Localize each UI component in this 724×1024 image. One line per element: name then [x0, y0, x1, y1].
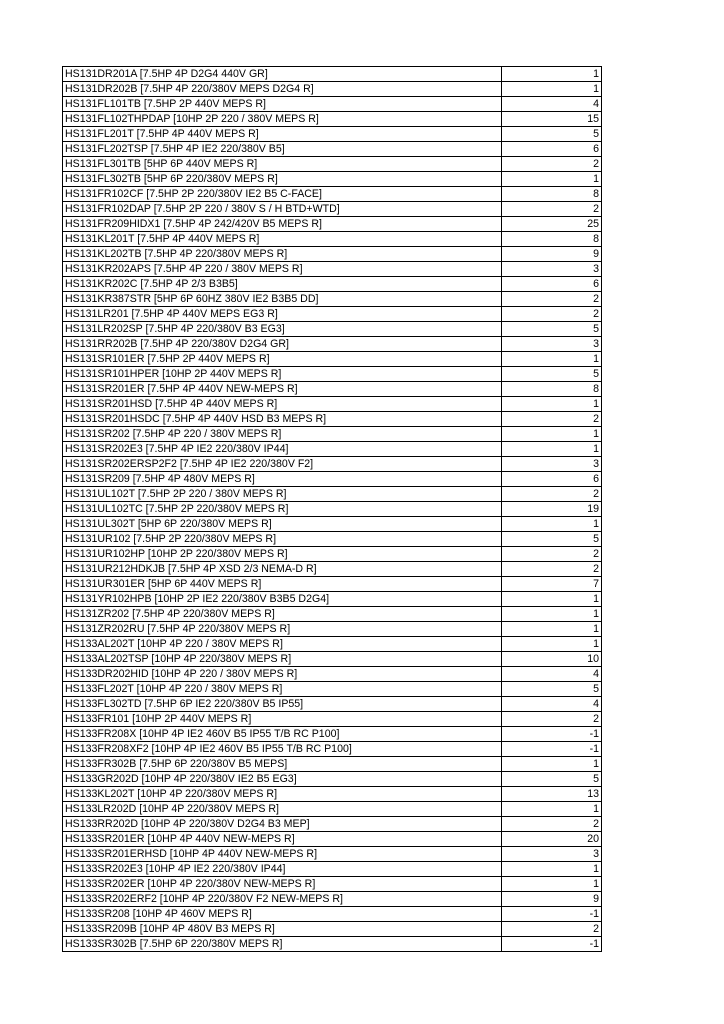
item-quantity-cell: 2: [502, 922, 602, 937]
item-quantity-cell: 8: [502, 232, 602, 247]
item-description-cell: HS131ZR202 [7.5HP 4P 220/380V MEPS R]: [63, 607, 502, 622]
table-row: [63, 412, 602, 427]
item-quantity-cell: 1: [502, 607, 602, 622]
table-row: [63, 352, 602, 367]
item-quantity-cell: 1: [502, 592, 602, 607]
table-row: [63, 532, 602, 547]
table-row: [63, 592, 602, 607]
item-quantity-cell: 1: [502, 442, 602, 457]
item-quantity-cell: 20: [502, 832, 602, 847]
table-row: [63, 292, 602, 307]
item-description-cell: HS131FR102DAP [7.5HP 2P 220 / 380V S / H BTD+WTD]: [63, 202, 502, 217]
item-quantity-cell: 3: [502, 457, 602, 472]
item-description-cell: HS131FL302TB [5HP 6P 220/380V MEPS R]: [63, 172, 502, 187]
table-row: [63, 82, 602, 97]
item-description-cell: HS133AL202T [10HP 4P 220 / 380V MEPS R]: [63, 637, 502, 652]
item-quantity-cell: 13: [502, 787, 602, 802]
item-description-cell: HS131FL202TSP [7.5HP 4P IE2 220/380V B5]: [63, 142, 502, 157]
table-row: [63, 502, 602, 517]
item-description-cell: HS131SR101HPER [10HP 2P 440V MEPS R]: [63, 367, 502, 382]
table-row: [63, 652, 602, 667]
table-row: [63, 337, 602, 352]
item-quantity-cell: 2: [502, 562, 602, 577]
item-description-cell: HS131UL302T [5HP 6P 220/380V MEPS R]: [63, 517, 502, 532]
inventory-table-body: [63, 67, 602, 952]
item-description-cell: HS131FL102THPDAP [10HP 2P 220 / 380V MEPS R]: [63, 112, 502, 127]
table-row: [63, 757, 602, 772]
item-description-cell: HS133SR201ER [10HP 4P 440V NEW-MEPS R]: [63, 832, 502, 847]
item-quantity-cell: 15: [502, 112, 602, 127]
item-description-cell: HS133FL302TD [7.5HP 6P IE2 220/380V B5 IP55]: [63, 697, 502, 712]
item-quantity-cell: 1: [502, 622, 602, 637]
item-quantity-cell: 7: [502, 577, 602, 592]
item-quantity-cell: 6: [502, 472, 602, 487]
table-row: [63, 232, 602, 247]
item-quantity-cell: 3: [502, 847, 602, 862]
item-description-cell: HS133FR302B [7.5HP 6P 220/380V B5 MEPS]: [63, 757, 502, 772]
item-description-cell: HS131FR209HIDX1 [7.5HP 4P 242/420V B5 MEPS R]: [63, 217, 502, 232]
item-quantity-cell: 2: [502, 412, 602, 427]
table-row: [63, 922, 602, 937]
item-description-cell: HS133FL202T [10HP 4P 220 / 380V MEPS R]: [63, 682, 502, 697]
item-quantity-cell: -1: [502, 907, 602, 922]
item-description-cell: HS131ZR202RU [7.5HP 4P 220/380V MEPS R]: [63, 622, 502, 637]
table-row: [63, 172, 602, 187]
item-quantity-cell: 1: [502, 637, 602, 652]
item-description-cell: HS131DR201A [7.5HP 4P D2G4 440V GR]: [63, 67, 502, 82]
table-row: [63, 607, 602, 622]
item-quantity-cell: 9: [502, 892, 602, 907]
item-description-cell: HS133KL202T [10HP 4P 220/380V MEPS R]: [63, 787, 502, 802]
item-description-cell: HS131KR387STR [5HP 6P 60HZ 380V IE2 B3B5 DD]: [63, 292, 502, 307]
item-quantity-cell: 1: [502, 397, 602, 412]
item-quantity-cell: 4: [502, 667, 602, 682]
item-description-cell: HS131FL201T [7.5HP 4P 440V MEPS R]: [63, 127, 502, 142]
table-row: [63, 907, 602, 922]
item-description-cell: HS131SR209 [7.5HP 4P 480V MEPS R]: [63, 472, 502, 487]
item-description-cell: HS131SR101ER [7.5HP 2P 440V MEPS R]: [63, 352, 502, 367]
item-description-cell: HS133RR202D [10HP 4P 220/380V D2G4 B3 MEP]: [63, 817, 502, 832]
item-description-cell: HS131UR102 [7.5HP 2P 220/380V MEPS R]: [63, 532, 502, 547]
item-description-cell: HS131LR201 [7.5HP 4P 440V MEPS EG3 R]: [63, 307, 502, 322]
item-quantity-cell: 9: [502, 247, 602, 262]
table-row: [63, 637, 602, 652]
item-quantity-cell: 2: [502, 712, 602, 727]
table-row: [63, 397, 602, 412]
item-quantity-cell: 1: [502, 877, 602, 892]
item-description-cell: HS133GR202D [10HP 4P 220/380V IE2 B5 EG3]: [63, 772, 502, 787]
item-quantity-cell: 6: [502, 142, 602, 157]
item-description-cell: HS133FR101 [10HP 2P 440V MEPS R]: [63, 712, 502, 727]
item-quantity-cell: -1: [502, 727, 602, 742]
table-row: [63, 472, 602, 487]
item-description-cell: HS133FR208X [10HP 4P IE2 460V B5 IP55 T/B RC P100]: [63, 727, 502, 742]
table-row: [63, 802, 602, 817]
item-description-cell: HS131KR202APS [7.5HP 4P 220 / 380V MEPS R]: [63, 262, 502, 277]
item-description-cell: HS131UL102TC [7.5HP 2P 220/380V MEPS R]: [63, 502, 502, 517]
item-description-cell: HS131RR202B [7.5HP 4P 220/380V D2G4 GR]: [63, 337, 502, 352]
item-quantity-cell: 5: [502, 682, 602, 697]
inventory-table: [62, 66, 602, 952]
table-row: [63, 382, 602, 397]
item-description-cell: HS133SR208 [10HP 4P 460V MEPS R]: [63, 907, 502, 922]
table-row: [63, 187, 602, 202]
table-row: [63, 487, 602, 502]
item-description-cell: HS131LR202SP [7.5HP 4P 220/380V B3 EG3]: [63, 322, 502, 337]
table-row: [63, 577, 602, 592]
item-quantity-cell: 4: [502, 97, 602, 112]
table-row: [63, 712, 602, 727]
item-quantity-cell: 2: [502, 202, 602, 217]
item-description-cell: HS131FR102CF [7.5HP 2P 220/380V IE2 B5 C-FACE]: [63, 187, 502, 202]
table-row: [63, 622, 602, 637]
item-description-cell: HS133LR202D [10HP 4P 220/380V MEPS R]: [63, 802, 502, 817]
item-description-cell: HS131SR202ERSP2F2 [7.5HP 4P IE2 220/380V F2]: [63, 457, 502, 472]
item-quantity-cell: 5: [502, 322, 602, 337]
item-description-cell: HS131FL301TB [5HP 6P 440V MEPS R]: [63, 157, 502, 172]
item-description-cell: HS133SR209B [10HP 4P 480V B3 MEPS R]: [63, 922, 502, 937]
item-quantity-cell: 1: [502, 517, 602, 532]
table-row: [63, 157, 602, 172]
table-row: [63, 517, 602, 532]
table-row: [63, 367, 602, 382]
item-description-cell: HS131DR202B [7.5HP 4P 220/380V MEPS D2G4 R]: [63, 82, 502, 97]
item-description-cell: HS133SR201ERHSD [10HP 4P 440V NEW-MEPS R]: [63, 847, 502, 862]
item-quantity-cell: 8: [502, 382, 602, 397]
table-row: [63, 847, 602, 862]
table-row: [63, 862, 602, 877]
item-quantity-cell: 5: [502, 127, 602, 142]
item-description-cell: HS133SR202ER [10HP 4P 220/380V NEW-MEPS R]: [63, 877, 502, 892]
table-row: [63, 142, 602, 157]
table-row: [63, 727, 602, 742]
item-quantity-cell: 2: [502, 157, 602, 172]
item-quantity-cell: 2: [502, 307, 602, 322]
item-description-cell: HS131KL202TB [7.5HP 4P 220/380V MEPS R]: [63, 247, 502, 262]
item-quantity-cell: -1: [502, 742, 602, 757]
item-quantity-cell: 1: [502, 82, 602, 97]
item-quantity-cell: 5: [502, 772, 602, 787]
item-description-cell: HS133DR202HID [10HP 4P 220 / 380V MEPS R]: [63, 667, 502, 682]
table-row: [63, 247, 602, 262]
item-quantity-cell: 1: [502, 67, 602, 82]
item-quantity-cell: 2: [502, 487, 602, 502]
table-row: [63, 562, 602, 577]
item-quantity-cell: 4: [502, 697, 602, 712]
item-quantity-cell: 6: [502, 277, 602, 292]
table-row: [63, 307, 602, 322]
item-quantity-cell: 19: [502, 502, 602, 517]
item-quantity-cell: 1: [502, 172, 602, 187]
item-quantity-cell: 1: [502, 862, 602, 877]
table-row: [63, 112, 602, 127]
table-row: [63, 877, 602, 892]
item-quantity-cell: 2: [502, 547, 602, 562]
item-description-cell: HS131KR202C [7.5HP 4P 2/3 B3B5]: [63, 277, 502, 292]
item-quantity-cell: 1: [502, 757, 602, 772]
table-row: [63, 457, 602, 472]
table-row: [63, 97, 602, 112]
table-row: [63, 202, 602, 217]
item-quantity-cell: 8: [502, 187, 602, 202]
table-row: [63, 787, 602, 802]
table-row: [63, 277, 602, 292]
table-row: [63, 667, 602, 682]
table-row: [63, 937, 602, 952]
item-description-cell: HS131SR201HSDC [7.5HP 4P 440V HSD B3 MEPS R]: [63, 412, 502, 427]
table-row: [63, 742, 602, 757]
item-quantity-cell: 5: [502, 367, 602, 382]
table-row: [63, 442, 602, 457]
item-quantity-cell: 25: [502, 217, 602, 232]
item-description-cell: HS133SR202ERF2 [10HP 4P 220/380V F2 NEW-MEPS R]: [63, 892, 502, 907]
item-description-cell: HS131SR202E3 [7.5HP 4P IE2 220/380V IP44]: [63, 442, 502, 457]
item-quantity-cell: 10: [502, 652, 602, 667]
item-quantity-cell: 3: [502, 262, 602, 277]
item-quantity-cell: 2: [502, 292, 602, 307]
table-row: [63, 322, 602, 337]
item-description-cell: HS131UR212HDKJB [7.5HP 4P XSD 2/3 NEMA-D R]: [63, 562, 502, 577]
table-row: [63, 217, 602, 232]
item-quantity-cell: -1: [502, 937, 602, 952]
item-quantity-cell: 5: [502, 532, 602, 547]
item-description-cell: HS131FL101TB [7.5HP 2P 440V MEPS R]: [63, 97, 502, 112]
item-description-cell: HS133AL202TSP [10HP 4P 220/380V MEPS R]: [63, 652, 502, 667]
item-description-cell: HS131YR102HPB [10HP 2P IE2 220/380V B3B5 D2G4]: [63, 592, 502, 607]
item-quantity-cell: 2: [502, 817, 602, 832]
item-description-cell: HS131SR201ER [7.5HP 4P 440V NEW-MEPS R]: [63, 382, 502, 397]
item-description-cell: HS133SR302B [7.5HP 6P 220/380V MEPS R]: [63, 937, 502, 952]
table-row: [63, 817, 602, 832]
item-description-cell: HS131KL201T [7.5HP 4P 440V MEPS R]: [63, 232, 502, 247]
item-description-cell: HS131SR202 [7.5HP 4P 220 / 380V MEPS R]: [63, 427, 502, 442]
item-description-cell: HS131UR301ER [5HP 6P 440V MEPS R]: [63, 577, 502, 592]
table-row: [63, 67, 602, 82]
table-row: [63, 547, 602, 562]
item-description-cell: HS131UL102T [7.5HP 2P 220 / 380V MEPS R]: [63, 487, 502, 502]
table-row: [63, 892, 602, 907]
table-row: [63, 697, 602, 712]
table-row: [63, 832, 602, 847]
item-quantity-cell: 1: [502, 802, 602, 817]
item-quantity-cell: 1: [502, 352, 602, 367]
item-quantity-cell: 1: [502, 427, 602, 442]
table-row: [63, 262, 602, 277]
item-description-cell: HS131SR201HSD [7.5HP 4P 440V MEPS R]: [63, 397, 502, 412]
table-row: [63, 127, 602, 142]
item-quantity-cell: 3: [502, 337, 602, 352]
table-row: [63, 682, 602, 697]
item-description-cell: HS133FR208XF2 [10HP 4P IE2 460V B5 IP55 T/B RC P100]: [63, 742, 502, 757]
table-row: [63, 427, 602, 442]
table-row: [63, 772, 602, 787]
item-description-cell: HS133SR202E3 [10HP 4P IE2 220/380V IP44]: [63, 862, 502, 877]
item-description-cell: HS131UR102HP [10HP 2P 220/380V MEPS R]: [63, 547, 502, 562]
